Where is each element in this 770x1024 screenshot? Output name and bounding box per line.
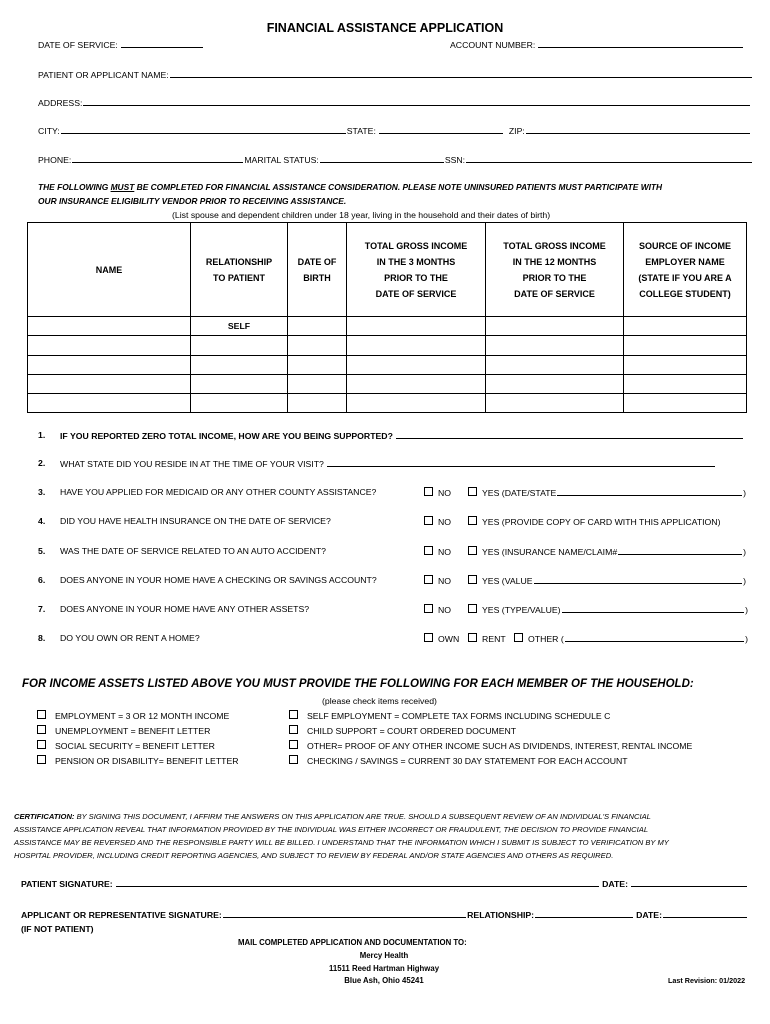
notice-line-1 [38,182,662,193]
checkbox[interactable] [37,725,46,734]
ssn-label: SSN: [444,154,466,165]
checkbox[interactable] [468,633,477,642]
date-of-service-row [38,39,204,50]
certification-line [14,812,651,822]
applicant-date-field[interactable] [663,909,747,918]
checkbox[interactable] [424,516,433,525]
state-answer-field[interactable] [327,458,715,467]
household-note: (List spouse and dependent children under 18 year, living in the household and their dates of birth) [172,209,551,220]
yes-detail-field[interactable] [562,604,745,613]
relationship-label: RELATIONSHIP: [467,909,535,920]
option-no[interactable] [424,546,451,557]
option-no[interactable] [424,516,451,527]
income-3-cell[interactable] [347,394,486,413]
checkbox[interactable] [468,546,477,555]
income-item[interactable] [289,755,628,766]
support-answer-field[interactable] [396,430,743,439]
income-note: (please check items received) [322,695,437,706]
ssn-field[interactable] [466,154,752,163]
name-cell[interactable] [28,317,191,336]
notice-line-2: OUR INSURANCE ELIGIBILITY VENDOR PRIOR TO RECEIVING ASSISTANCE. [38,195,347,206]
income-item-label: UNEMPLOYMENT = BENEFIT LETTER [55,725,211,736]
option-own[interactable] [424,633,459,644]
checkbox[interactable] [424,633,433,642]
checkbox[interactable] [289,740,298,749]
checkbox[interactable] [289,725,298,734]
option-label: YES (PROVIDE COPY OF CARD WITH THIS APPLICATION) [482,516,721,527]
table-row [28,394,747,413]
option-label: NO [438,546,452,557]
account-number-label: ACCOUNT NUMBER: [450,39,536,50]
date-of-service-field[interactable] [121,39,203,48]
phone-marital-ssn-row [38,154,753,165]
income-item[interactable] [37,740,215,751]
table-header-row [28,223,747,317]
income-12-cell[interactable] [486,336,624,355]
address-field[interactable] [83,97,750,106]
header-date-of-birth: DATE OF BIRTH [288,223,347,317]
phone-field[interactable] [72,154,243,163]
patient-signature-label: PATIENT SIGNATURE: [21,878,113,889]
applicant-signature-label: APPLICANT OR REPRESENTATIVE SIGNATURE: [21,909,222,920]
checkbox[interactable] [37,755,46,764]
income-item[interactable] [289,725,516,736]
income-heading: FOR INCOME ASSETS LISTED ABOVE YOU MUST PROVIDE THE FOLLOWING FOR EACH MEMBER OF THE HOUSEHOLD: [22,678,694,690]
mail-city: Blue Ash, Ohio 45241 [344,976,424,985]
income-3-cell[interactable] [347,374,486,393]
checkbox[interactable] [289,710,298,719]
question-number: 2. [38,457,46,468]
option-label: OWN [438,633,460,644]
option-label: YES (VALUE [482,575,533,586]
mail-street: 11511 Reed Hartman Highway [328,964,440,973]
form-title: FINANCIAL ASSISTANCE APPLICATION [266,21,504,35]
income-item[interactable] [37,725,210,736]
account-number-field[interactable] [538,39,743,48]
source-cell[interactable] [624,394,747,413]
option-close: ) [743,575,746,586]
income-12-cell[interactable] [486,374,624,393]
city-state-zip-row [38,125,751,136]
option-label: NO [438,516,452,527]
checkbox[interactable] [424,575,433,584]
option-label: NO [438,487,452,498]
table-row [28,336,747,355]
option-label: YES (TYPE/VALUE) [482,604,561,615]
income-12-cell[interactable] [486,394,624,413]
checkbox[interactable] [468,575,477,584]
source-cell[interactable] [624,336,747,355]
mail-heading: MAIL COMPLETED APPLICATION AND DOCUMENTATION TO: [238,938,467,947]
option-yes[interactable] [468,516,720,527]
question-text: DOES ANYONE IN YOUR HOME HAVE A CHECKING OR SAVINGS ACCOUNT? [60,574,377,585]
option-no[interactable] [424,487,451,498]
city-label: CITY: [38,125,60,136]
patient-name-label: PATIENT OR APPLICANT NAME: [38,69,169,80]
certification-text: BY SIGNING THIS DOCUMENT, I AFFIRM THE ANSWERS ON THIS APPLICATION ARE TRUE. SHOULD A SUBSEQUENT REVIEW OF AN INDIVIDUAL'S FINANCIAL [74,812,651,821]
question-text: DOES ANYONE IN YOUR HOME HAVE ANY OTHER ASSETS? [60,603,310,614]
header-income-3-months: TOTAL GROSS INCOME IN THE 3 MONTHS PRIOR TO THE DATE OF SERVICE [347,223,486,317]
checkbox[interactable] [424,604,433,613]
option-close: ) [743,487,746,498]
relationship-field[interactable] [535,909,633,918]
city-field[interactable] [61,125,346,134]
applicant-signature-row [21,909,748,920]
phone-label: PHONE: [38,154,72,165]
relationship-cell[interactable] [191,336,288,355]
option-label: OTHER ( [528,633,564,644]
option-label: RENT [482,633,506,644]
patient-signature-row [21,878,748,889]
source-cell[interactable] [624,317,747,336]
question-text: WAS THE DATE OF SERVICE RELATED TO AN AUTO ACCIDENT? [60,545,326,556]
income-item-label: EMPLOYMENT = 3 OR 12 MONTH INCOME [55,710,230,721]
date-of-service-label: DATE OF SERVICE: [38,39,118,50]
option-yes[interactable] [468,604,748,615]
checkbox[interactable] [424,546,433,555]
option-close: ) [743,546,746,557]
question-number: 7. [38,603,46,614]
dob-cell[interactable] [288,317,347,336]
question-text: DO YOU OWN OR RENT A HOME? [60,632,200,643]
dob-cell[interactable] [288,374,347,393]
yes-detail-field[interactable] [557,487,742,496]
header-relationship: RELATIONSHIP TO PATIENT [191,223,288,317]
last-revision: Last Revision: 01/2022 [668,976,746,985]
relationship-cell: SELF [191,317,288,336]
question-number: 8. [38,632,46,643]
option-yes[interactable] [468,487,746,498]
income-3-cell[interactable] [347,336,486,355]
question-text: DID YOU HAVE HEALTH INSURANCE ON THE DATE OF SERVICE? [60,515,331,526]
income-item-label: SOCIAL SECURITY = BENEFIT LETTER [55,740,215,751]
checkbox[interactable] [37,740,46,749]
income-item-label: PENSION OR DISABILITY= BENEFIT LETTER [55,755,239,766]
header-name: NAME [28,223,191,317]
income-item-label: CHILD SUPPORT = COURT ORDERED DOCUMENT [307,725,517,736]
option-yes[interactable] [468,575,746,586]
income-12-cell[interactable] [486,355,624,374]
header-source-of-income: SOURCE OF INCOME EMPLOYER NAME (STATE IF YOU ARE A COLLEGE STUDENT) [624,223,747,317]
checkbox[interactable] [468,604,477,613]
income-3-cell[interactable] [347,317,486,336]
question-number: 1. [38,429,46,440]
question-number: 4. [38,515,46,526]
date-label: DATE: [602,878,628,889]
question-number: 5. [38,545,46,556]
checkbox[interactable] [37,710,46,719]
certification-line: ASSISTANCE MAY BE REVERSED AND THE RESPONSIBLE PARTY WILL BE BILLED. I UNDERSTAND THAT THE INFORMATION WHICH I SUBMIT IS SUBJECT TO VERIFICATION BY MY [14,838,669,847]
question-number: 6. [38,574,46,585]
address-row [38,97,751,108]
header-income-12-months: TOTAL GROSS INCOME IN THE 12 MONTHS PRIOR TO THE DATE OF SERVICE [486,223,624,317]
option-close: ) [745,604,748,615]
question-text: HAVE YOU APPLIED FOR MEDICAID OR ANY OTHER COUNTY ASSISTANCE? [60,486,377,497]
if-not-patient-note: (IF NOT PATIENT) [21,923,94,934]
question-text: IF YOU REPORTED ZERO TOTAL INCOME, HOW ARE YOU BEING SUPPORTED? [60,430,393,441]
relationship-cell[interactable] [191,374,288,393]
option-label: NO [438,604,452,615]
income-item[interactable] [289,740,692,751]
option-label: YES (INSURANCE NAME/CLAIM# [482,546,618,557]
certification-label: CERTIFICATION: [14,812,75,821]
question-2 [60,458,716,469]
table-row [28,317,747,336]
option-no[interactable] [424,604,451,615]
notice-text: THE FOLLOWING [38,181,111,192]
income-item[interactable] [289,710,610,721]
dob-cell[interactable] [288,355,347,374]
income-item[interactable] [37,755,239,766]
option-label: YES (DATE/STATE [482,487,557,498]
certification-line: ASSISTANCE APPLICATION REVEAL THAT INFORMATION PROVIDED BY THE INDIVIDUAL WAS EITHER INCORRECT OR FRAUDULENT, THE DECISION TO PROVIDE FINANCIAL [14,825,649,834]
income-3-cell[interactable] [347,355,486,374]
checkbox[interactable] [468,487,477,496]
certification-line: HOSPITAL PROVIDER, INCLUDING CREDIT REPORTING AGENCIES, AND SUBJECT TO REVIEW BY FEDERAL AND/OR STATE AGENCIES AND OTHERS AS REQUIRED. [14,851,614,860]
household-table [27,222,747,413]
income-12-cell[interactable] [486,317,624,336]
notice-text: BE COMPLETED FOR FINANCIAL ASSISTANCE CONSIDERATION. PLEASE NOTE UNINSURED PATIENTS MUST PARTICIPATE WITH [134,181,663,192]
option-other[interactable] [514,633,748,644]
question-1 [60,430,744,441]
option-yes[interactable] [468,546,746,557]
notice-emphasis: MUST [110,181,135,192]
patient-signature-field[interactable] [116,878,599,887]
other-detail-field[interactable] [565,633,744,642]
zip-field[interactable] [526,125,750,134]
source-cell[interactable] [624,355,747,374]
option-rent[interactable] [468,633,506,644]
mail-name: Mercy Health [359,951,409,960]
checkbox[interactable] [514,633,523,642]
marital-status-label: MARITAL STATUS: [244,154,319,165]
option-close: ) [745,633,748,644]
relationship-cell[interactable] [191,355,288,374]
checkbox[interactable] [424,487,433,496]
state-label: STATE: [346,125,376,136]
patient-date-field[interactable] [631,878,747,887]
income-item-label: OTHER= PROOF OF ANY OTHER INCOME SUCH AS DIVIDENDS, INTEREST, RENTAL INCOME [307,740,693,751]
checkbox[interactable] [289,755,298,764]
date-label: DATE: [636,909,662,920]
question-number: 3. [38,486,46,497]
checkbox[interactable] [468,516,477,525]
state-field[interactable] [379,125,503,134]
zip-label: ZIP: [508,125,525,136]
table-row [28,374,747,393]
patient-name-field[interactable] [170,69,752,78]
income-item-label: SELF EMPLOYMENT = COMPLETE TAX FORMS INCLUDING SCHEDULE C [307,710,611,721]
yes-detail-field[interactable] [618,546,742,555]
dob-cell[interactable] [288,394,347,413]
name-cell[interactable] [28,336,191,355]
name-cell[interactable] [28,355,191,374]
table-row [28,355,747,374]
address-label: ADDRESS: [38,97,83,108]
income-item[interactable] [37,710,229,721]
dob-cell[interactable] [288,336,347,355]
patient-name-row [38,69,753,80]
question-text: WHAT STATE DID YOU RESIDE IN AT THE TIME OF YOUR VISIT? [60,458,324,469]
marital-status-field[interactable] [320,154,444,163]
account-number-row [450,39,744,50]
income-item-label: CHECKING / SAVINGS = CURRENT 30 DAY STATEMENT FOR EACH ACCOUNT [307,755,628,766]
applicant-signature-field[interactable] [223,909,466,918]
name-cell[interactable] [28,374,191,393]
relationship-cell[interactable] [191,394,288,413]
name-cell[interactable] [28,394,191,413]
yes-detail-field[interactable] [534,575,743,584]
source-cell[interactable] [624,374,747,393]
option-no[interactable] [424,575,451,586]
option-label: NO [438,575,452,586]
